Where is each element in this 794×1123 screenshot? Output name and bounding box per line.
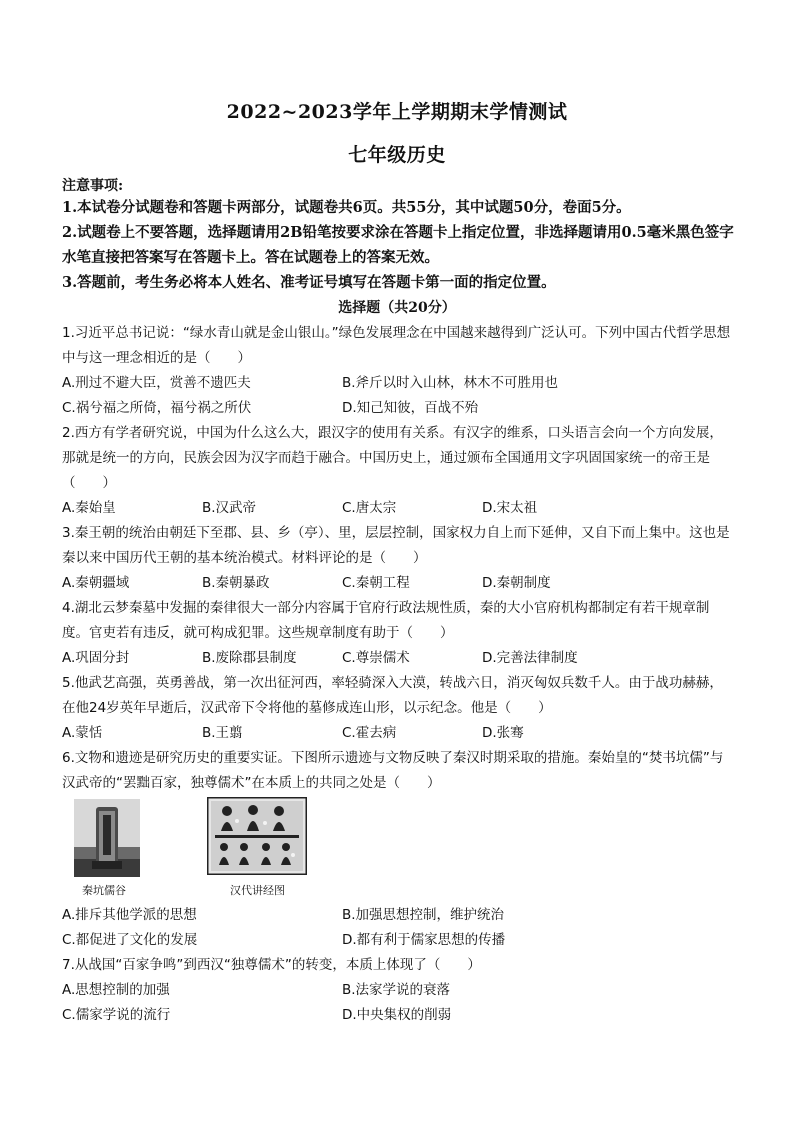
question-6-stem: 6.文物和遗迹是研究历史的重要实证。下图所示遗迹与文物反映了秦汉时期采取的措施。秦始皇的“焚书坑儒”与汉武帝的“罢黜百家，独尊儒术”在本质上的共同之处是（ ） <box>62 750 724 791</box>
note-1: 1.本试卷分试题卷和答题卡两部分，试题卷共6页。共55分，其中试题50分，卷面5分。 <box>62 199 631 216</box>
exam-title: 2022~2023学年上学期期末学情测试 <box>226 101 568 123</box>
image-caption-1: 秦坑儒谷 <box>82 884 126 897</box>
option-c[interactable]: C.唐太宗 <box>342 500 397 516</box>
exam-subject: 七年级历史 <box>348 144 446 166</box>
option-a[interactable]: A.排斥其他学派的思想 <box>62 907 197 923</box>
option-b[interactable]: B.法家学说的衰落 <box>342 982 451 998</box>
note-2: 2.试题卷上不要答题，选择题请用2B铅笔按要求涂在答题卡上指定位置，非选择题请用0.5毫米黑色签字水笔直接把答案写在答题卡上。答在试题卷上的答案无效。 <box>62 224 734 266</box>
option-a[interactable]: A.蒙恬 <box>62 725 103 741</box>
option-d[interactable]: D.秦朝制度 <box>482 575 551 591</box>
option-b[interactable]: B.王翦 <box>202 725 243 741</box>
option-c[interactable]: C.祸兮福之所倚，福兮祸之所伏 <box>62 400 252 416</box>
option-a[interactable]: A.刑过不避大臣，赏善不遗匹夫 <box>62 375 251 391</box>
han-jiang-jing-tu-rubbing <box>207 797 307 879</box>
option-d[interactable]: D.都有利于儒家思想的传播 <box>342 932 506 948</box>
question-5-stem: 5.他武艺高强，英勇善战，第一次出征河西，率轻骑深入大漠，转战六日，消灭匈奴兵数千人。由于战功赫赫，在他24岁英年早逝后，汉武帝下令将他的墓修成连山形，以示纪念。他是（ ） <box>62 675 723 716</box>
option-a[interactable]: A.巩固分封 <box>62 650 130 666</box>
option-c[interactable]: C.儒家学说的流行 <box>62 1007 171 1023</box>
option-b[interactable]: B.秦朝暴政 <box>202 575 270 591</box>
option-a[interactable]: A.秦朝疆域 <box>62 575 130 591</box>
option-d[interactable]: D.完善法律制度 <box>482 650 578 666</box>
option-b[interactable]: B.废除郡县制度 <box>202 650 297 666</box>
option-a[interactable]: A.秦始皇 <box>62 500 116 516</box>
option-d[interactable]: D.张骞 <box>482 725 524 741</box>
question-1-stem: 1.习近平总书记说：“绿水青山就是金山银山。”绿色发展理念在中国越来越得到广泛认可。下列中国古代哲学思想中与这一理念相近的是（ ） <box>62 325 731 366</box>
question-3-stem: 3.秦王朝的统治由朝廷下至郡、县、乡（亭）、里，层层控制，国家权力自上而下延伸，又自下而上集中。这也是秦以来中国历代王朝的基本统治模式。材料评论的是（ ） <box>62 525 730 566</box>
option-d[interactable]: D.知己知彼，百战不殆 <box>342 400 479 416</box>
question-7-stem: 7.从战国“百家争鸣”到西汉“独尊儒术”的转变，本质上体现了（ ） <box>62 957 481 973</box>
option-c[interactable]: C.霍去病 <box>342 725 397 741</box>
option-c[interactable]: C.都促进了文化的发展 <box>62 932 198 948</box>
image-caption-2: 汉代讲经图 <box>230 884 285 897</box>
option-b[interactable]: B.斧斤以时入山林，林木不可胜用也 <box>342 375 559 391</box>
option-d[interactable]: D.中央集权的削弱 <box>342 1007 452 1023</box>
question-4-stem: 4.湖北云梦秦墓中发掘的秦律很大一部分内容属于官府行政法规性质，秦的大小官府机构都制定有若干规章制度。官吏若有违反，就可构成犯罪。这些规章制度有助于（ ） <box>62 600 710 641</box>
option-b[interactable]: B.加强思想控制，维护统治 <box>342 907 505 923</box>
option-c[interactable]: C.尊崇儒术 <box>342 650 410 666</box>
notes-heading: 注意事项: <box>62 178 124 194</box>
note-3: 3.答题前，考生务必将本人姓名、准考证号填写在答题卡第一面的指定位置。 <box>62 274 556 291</box>
qin-keng-ru-gu-photo <box>74 799 140 881</box>
option-b[interactable]: B.汉武帝 <box>202 500 257 516</box>
option-a[interactable]: A.思想控制的加强 <box>62 982 170 998</box>
question-2-stem: 2.西方有学者研究说，中国为什么这么大，跟汉字的使用有关系。有汉字的维系，口头语言会向一个方向发展，那就是统一的方向，民族会因为汉字而趋于融合。中国历史上，通过颁布全国通用文字巩固国家统一的帝王是（ ） <box>62 425 723 491</box>
option-d[interactable]: D.宋太祖 <box>482 500 538 516</box>
option-c[interactable]: C.秦朝工程 <box>342 575 410 591</box>
section-heading: 选择题（共20分） <box>338 300 456 316</box>
